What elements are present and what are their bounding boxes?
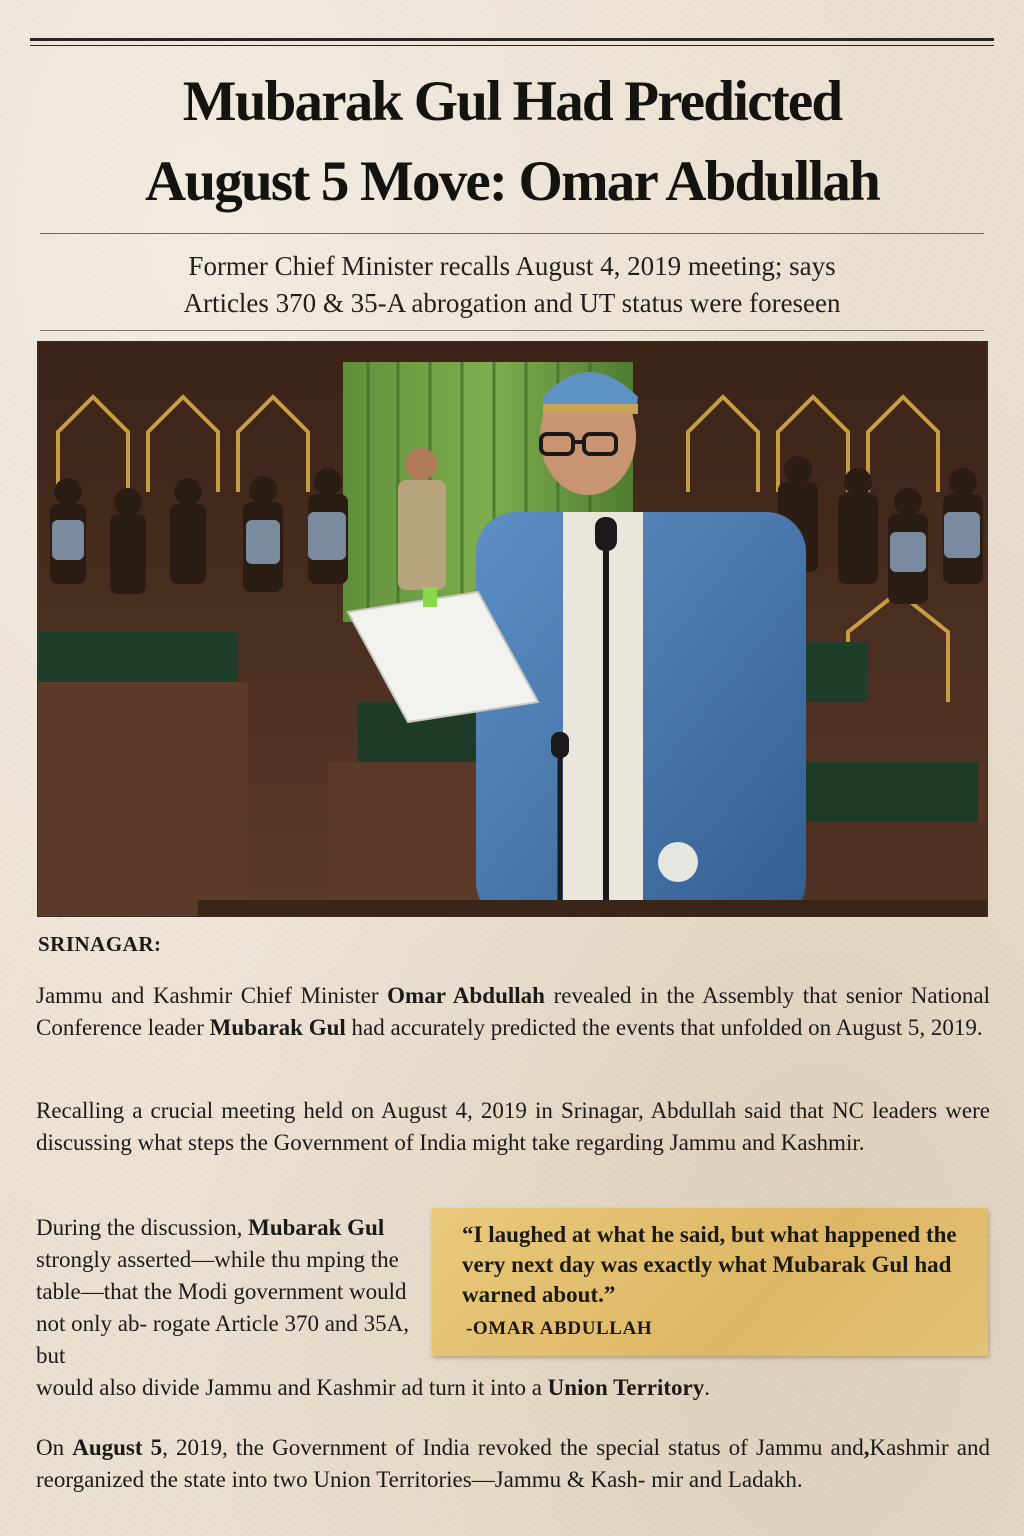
- headline: [30, 62, 994, 222]
- subheadline-line-1: Former Chief Minister recalls August 4, 2019 meeting; says: [188, 251, 836, 281]
- article-paragraph-1: [36, 980, 990, 1044]
- subheadline-divider: [40, 330, 984, 331]
- p3-text-a: During the discussion,: [36, 1215, 249, 1240]
- p4-date-august-5: August 5: [72, 1435, 163, 1460]
- p4-text-e: Kashmir and reorganized the state into two Union Territories—Jammu & Kash- mir and Ladakh.: [36, 1435, 990, 1492]
- pull-quote-attribution: -OMAR ABDULLAH: [466, 1318, 653, 1339]
- assembly-photo-illustration: [38, 342, 987, 916]
- news-photo: [38, 342, 987, 916]
- p1-name-mubarak: Mubarak Gul: [209, 1015, 346, 1040]
- pull-quote: [432, 1208, 988, 1356]
- article-paragraph-2: Recalling a crucial meeting held on August 4, 2019 in Srinagar, Abdullah said that NC leaders were discussing what steps the Government of India might take regarding Jammu and Kashmir.: [36, 1098, 990, 1155]
- p4-text-a: On: [36, 1435, 73, 1460]
- masthead-rule: [30, 38, 994, 46]
- headline-divider: [40, 233, 984, 234]
- p3b-text-a: would also divide Jammu and Kashmir ad turn it into a: [36, 1375, 548, 1400]
- p1-name-omar: Omar Abdullah: [387, 983, 545, 1008]
- article-paragraph-3: [36, 1212, 428, 1372]
- p4-text-c: , 2019, the Government of India revoked the special status of Jammu and: [162, 1435, 864, 1460]
- pull-quote-text: “I laughed at what he said, but what happened the very next day was exactly what Mubarak Gul had warned about.”: [462, 1222, 957, 1307]
- headline-line-2: August 5 Move: Omar Abdullah: [145, 150, 879, 213]
- p1-text-e: had accurately predicted the events that unfolded on August 5, 2019.: [345, 1015, 983, 1040]
- p3b-union-territory: Union Territory: [547, 1375, 705, 1400]
- p3-name-mubarak: Mubarak Gul: [248, 1215, 385, 1240]
- subheadline-line-2: Articles 370 & 35-A abrogation and UT status were foreseen: [183, 288, 841, 318]
- p3b-text-c: .: [704, 1375, 710, 1400]
- article-paragraph-3-continued: [36, 1372, 990, 1404]
- p4-text-d: ,: [863, 1435, 870, 1460]
- article-paragraph-4: [36, 1432, 990, 1496]
- p1-text-a: Jammu and Kashmir Chief Minister: [36, 983, 388, 1008]
- p3-text-c: strongly asserted—while thu mping the table—that the Modi government would not only ab- rogate Article 370 and 35A, but: [36, 1247, 410, 1368]
- headline-line-1: Mubarak Gul Had Predicted: [182, 70, 842, 133]
- subheadline: [40, 248, 984, 322]
- dateline: SRINAGAR:: [38, 932, 162, 956]
- p1-text-c: revealed in the Assembly that senior National Conference leader: [36, 983, 990, 1040]
